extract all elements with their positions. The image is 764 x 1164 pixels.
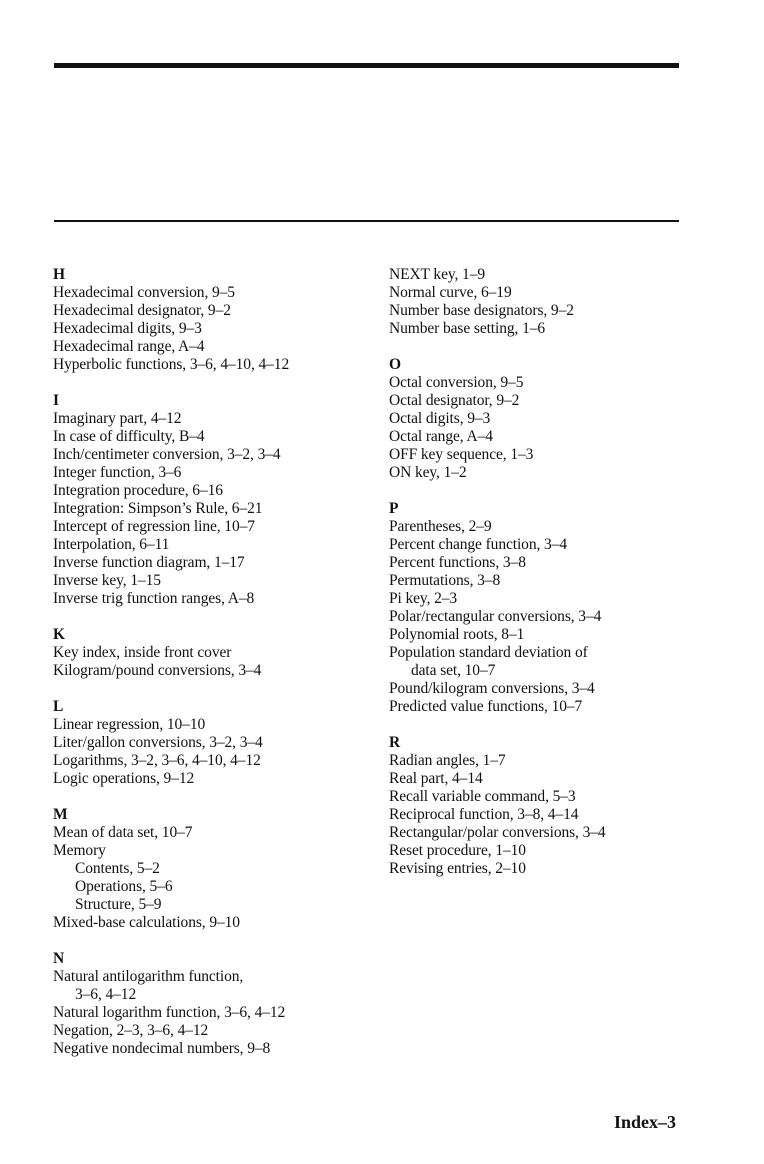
top-thick-rule bbox=[54, 63, 679, 68]
section-letter-heading: L bbox=[53, 698, 64, 715]
index-entry-text: Normal curve, 6–19 bbox=[389, 284, 512, 301]
index-entry bbox=[389, 608, 689, 626]
index-entry bbox=[53, 1004, 383, 1022]
index-entry bbox=[53, 734, 383, 752]
index-entry-text: Liter/gallon conversions, 3–2, 3–4 bbox=[53, 734, 263, 751]
index-entry-continuation: data set, 10–7 bbox=[411, 662, 496, 679]
index-entry bbox=[53, 410, 383, 428]
index-entry-text: Octal designator, 9–2 bbox=[389, 392, 520, 409]
index-entry bbox=[53, 482, 383, 500]
index-entry bbox=[389, 680, 689, 698]
index-entry bbox=[389, 698, 689, 716]
page-number-label: Index–3 bbox=[613, 1112, 676, 1132]
index-entry bbox=[389, 806, 689, 824]
index-entry-text: Reciprocal function, 3–8, 4–14 bbox=[389, 806, 579, 823]
index-entry-text: Inverse key, 1–15 bbox=[53, 572, 161, 589]
index-entry bbox=[53, 662, 383, 680]
index-entry bbox=[389, 842, 689, 860]
index-left-column bbox=[53, 266, 383, 1076]
index-entry-text: Percent functions, 3–8 bbox=[389, 554, 526, 571]
index-entry-text: NEXT key, 1–9 bbox=[389, 266, 485, 283]
index-entry-text: Hexadecimal designator, 9–2 bbox=[53, 302, 231, 319]
index-entry-text: Integration procedure, 6–16 bbox=[53, 482, 223, 499]
index-entry-text: Pound/kilogram conversions, 3–4 bbox=[389, 680, 595, 697]
index-subentry bbox=[53, 860, 383, 878]
index-entry bbox=[389, 518, 689, 536]
index-entry-text: Operations, 5–6 bbox=[75, 878, 173, 895]
index-entry-text: Inverse function diagram, 1–17 bbox=[53, 554, 245, 571]
index-entry bbox=[53, 644, 383, 662]
index-entry bbox=[389, 590, 689, 608]
section-letter-heading: P bbox=[389, 500, 399, 517]
index-section bbox=[53, 806, 383, 932]
index-entry bbox=[53, 464, 383, 482]
index-entry-continuation: 3–6, 4–12 bbox=[75, 986, 137, 1003]
index-entry bbox=[389, 464, 689, 482]
index-entry-text: Permutations, 3–8 bbox=[389, 572, 501, 589]
index-entry bbox=[389, 788, 689, 806]
index-entry-text: Negative nondecimal numbers, 9–8 bbox=[53, 1040, 271, 1057]
index-entry-text: Hexadecimal digits, 9–3 bbox=[53, 320, 202, 337]
section-letter-heading: R bbox=[389, 734, 401, 751]
index-section bbox=[389, 734, 689, 878]
index-section bbox=[53, 392, 383, 608]
index-entry bbox=[53, 716, 383, 734]
index-entry-text: Key index, inside front cover bbox=[53, 644, 232, 661]
index-entry bbox=[389, 266, 689, 284]
index-entry-text: Octal digits, 9–3 bbox=[389, 410, 491, 427]
index-entry-text: Contents, 5–2 bbox=[75, 860, 160, 877]
index-entry bbox=[53, 770, 383, 788]
index-entry-text: Mean of data set, 10–7 bbox=[53, 824, 193, 841]
section-letter-heading: O bbox=[389, 356, 401, 373]
index-entry bbox=[389, 410, 689, 428]
index-entry bbox=[53, 554, 383, 572]
index-entry bbox=[389, 302, 689, 320]
index-entry-text: In case of difficulty, B–4 bbox=[53, 428, 205, 445]
index-entry bbox=[53, 356, 383, 374]
index-entry bbox=[53, 1022, 383, 1040]
index-entry bbox=[53, 590, 383, 608]
index-entry-text: Memory bbox=[53, 842, 106, 859]
index-entry-text: Parentheses, 2–9 bbox=[389, 518, 492, 535]
index-section bbox=[53, 626, 383, 680]
index-entry bbox=[389, 626, 689, 644]
index-entry-text: Recall variable command, 5–3 bbox=[389, 788, 576, 805]
index-entry-text: Hexadecimal range, A–4 bbox=[53, 338, 205, 355]
index-entry-text: Real part, 4–14 bbox=[389, 770, 483, 787]
index-entry-text: Number base setting, 1–6 bbox=[389, 320, 546, 337]
section-letter-heading: I bbox=[53, 392, 59, 409]
index-entry-text: OFF key sequence, 1–3 bbox=[389, 446, 534, 463]
index-entry bbox=[389, 536, 689, 554]
index-entry bbox=[53, 446, 383, 464]
index-entry-text: Mixed-base calculations, 9–10 bbox=[53, 914, 240, 931]
index-entry-text: Logic operations, 9–12 bbox=[53, 770, 195, 787]
index-entry-text: Inch/centimeter conversion, 3–2, 3–4 bbox=[53, 446, 281, 463]
index-entry bbox=[53, 302, 383, 320]
index-entry-text: Reset procedure, 1–10 bbox=[389, 842, 526, 859]
index-entry-text: Structure, 5–9 bbox=[75, 896, 162, 913]
index-entry-text: Natural antilogarithm function, bbox=[53, 968, 244, 985]
index-entry bbox=[389, 446, 689, 464]
index-entry-text: Octal range, A–4 bbox=[389, 428, 493, 445]
index-entry bbox=[53, 518, 383, 536]
index-section bbox=[389, 500, 689, 716]
index-entry bbox=[389, 392, 689, 410]
index-section bbox=[53, 266, 383, 374]
index-entry-text: Pi key, 2–3 bbox=[389, 590, 458, 607]
index-section bbox=[389, 356, 689, 482]
index-entry bbox=[53, 1040, 383, 1058]
index-entry bbox=[53, 284, 383, 302]
index-entry bbox=[389, 554, 689, 572]
index-entry-text: Revising entries, 2–10 bbox=[389, 860, 526, 877]
index-entry-text: Radian angles, 1–7 bbox=[389, 752, 506, 769]
index-entry bbox=[53, 824, 383, 842]
index-entry-text: Hexadecimal conversion, 9–5 bbox=[53, 284, 235, 301]
index-entry-text: Octal conversion, 9–5 bbox=[389, 374, 524, 391]
index-subentry bbox=[53, 878, 383, 896]
index-entry bbox=[389, 572, 689, 590]
index-entry bbox=[53, 536, 383, 554]
index-entry-text: Number base designators, 9–2 bbox=[389, 302, 574, 319]
index-entry bbox=[389, 320, 689, 338]
index-entry-text: Rectangular/polar conversions, 3–4 bbox=[389, 824, 606, 841]
index-entry-text: Negation, 2–3, 3–6, 4–12 bbox=[53, 1022, 209, 1039]
index-entry bbox=[53, 914, 383, 932]
index-entry-text: Imaginary part, 4–12 bbox=[53, 410, 182, 427]
index-entry-text: Integer function, 3–6 bbox=[53, 464, 182, 481]
index-entry bbox=[53, 968, 383, 1004]
index-section bbox=[53, 698, 383, 788]
index-entry bbox=[389, 860, 689, 878]
index-section bbox=[389, 266, 689, 338]
index-entry bbox=[389, 752, 689, 770]
section-letter-heading: N bbox=[53, 950, 65, 967]
index-entry bbox=[53, 752, 383, 770]
index-section bbox=[53, 950, 383, 1058]
index-entry bbox=[389, 824, 689, 842]
index-entry-text: Predicted value functions, 10–7 bbox=[389, 698, 583, 715]
index-entry bbox=[389, 374, 689, 392]
index-entry-text: Polar/rectangular conversions, 3–4 bbox=[389, 608, 602, 625]
index-entry-text: Hyperbolic functions, 3–6, 4–10, 4–12 bbox=[53, 356, 290, 373]
index-subentry bbox=[53, 896, 383, 914]
index-entry bbox=[389, 770, 689, 788]
index-right-column bbox=[389, 266, 689, 896]
section-letter-heading: H bbox=[53, 266, 65, 283]
index-entry bbox=[53, 428, 383, 446]
index-entry-text: Percent change function, 3–4 bbox=[389, 536, 567, 553]
index-entry bbox=[389, 284, 689, 302]
index-entry-text: Polynomial roots, 8–1 bbox=[389, 626, 525, 643]
header-thin-rule bbox=[54, 220, 679, 222]
index-entry-text: ON key, 1–2 bbox=[389, 464, 467, 481]
index-entry bbox=[53, 572, 383, 590]
index-entry bbox=[53, 842, 383, 860]
index-entry-text: Kilogram/pound conversions, 3–4 bbox=[53, 662, 262, 679]
index-entry bbox=[53, 320, 383, 338]
index-entry-text: Interpolation, 6–11 bbox=[53, 536, 170, 553]
index-entry-text: Population standard deviation of bbox=[389, 644, 588, 661]
index-entry-text: Logarithms, 3–2, 3–6, 4–10, 4–12 bbox=[53, 752, 261, 769]
index-entry-text: Inverse trig function ranges, A–8 bbox=[53, 590, 255, 607]
index-entry-text: Intercept of regression line, 10–7 bbox=[53, 518, 255, 535]
section-letter-heading: K bbox=[53, 626, 65, 643]
index-entry bbox=[53, 500, 383, 518]
index-entry-text: Natural logarithm function, 3–6, 4–12 bbox=[53, 1004, 286, 1021]
section-letter-heading: M bbox=[53, 806, 68, 823]
index-entry bbox=[53, 338, 383, 356]
index-entry bbox=[389, 644, 689, 680]
index-entry bbox=[389, 428, 689, 446]
index-entry-text: Integration: Simpson’s Rule, 6–21 bbox=[53, 500, 263, 517]
index-entry-text: Linear regression, 10–10 bbox=[53, 716, 206, 733]
